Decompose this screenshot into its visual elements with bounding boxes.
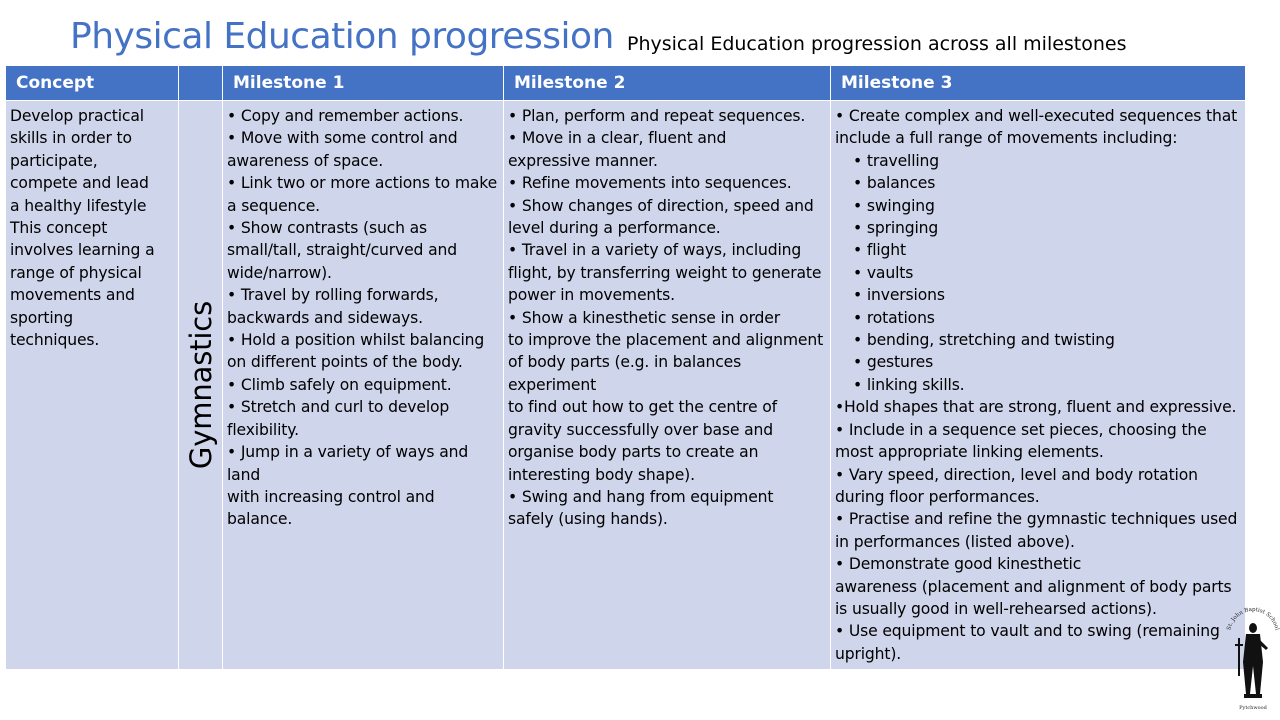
- milestone-3-line: in performances (listed above).: [835, 532, 1075, 551]
- milestone-1-line: flexibility.: [227, 420, 299, 439]
- milestone-3-subitem: • flight: [853, 241, 907, 260]
- header-milestone-3: Milestone 3: [831, 66, 1246, 101]
- header-milestone-2: Milestone 2: [504, 66, 831, 101]
- milestone-1-line: • Link two or more actions to make: [227, 174, 498, 193]
- page-subtitle: Physical Education progression across all milestones: [627, 33, 1127, 55]
- milestone-3-line: upright).: [835, 644, 902, 663]
- milestone-1-line: • Jump in a variety of ways and land: [227, 443, 469, 484]
- milestone-3-line: during floor performances.: [835, 487, 1040, 506]
- header-concept: Concept: [6, 66, 179, 101]
- table-row: [6, 101, 1246, 670]
- concept-line: skills in order to: [10, 129, 132, 148]
- milestone-3-line: include a full range of movements including:: [835, 129, 1178, 148]
- concept-line: techniques.: [10, 331, 100, 350]
- milestone-3-subitem: • bending, stretching and twisting: [853, 331, 1115, 350]
- milestone-2-line: level during a performance.: [508, 219, 721, 238]
- milestone-1-line: with increasing control and: [227, 487, 435, 506]
- milestone-3-line: • Demonstrate good kinesthetic: [835, 555, 1082, 574]
- milestone-2-line: • Move in a clear, fluent and: [508, 129, 727, 148]
- milestone-2-line: expressive manner.: [508, 151, 658, 170]
- milestone-2-line: • Show a kinesthetic sense in order: [508, 308, 781, 327]
- milestone-2-line: organise body parts to create an: [508, 443, 759, 462]
- milestone-2-line: of body parts (e.g. in balances experiment: [508, 353, 742, 394]
- milestone-1-line: • Travel by rolling forwards,: [227, 286, 439, 305]
- milestone-3-subitem: • rotations: [853, 308, 935, 327]
- header-strand: [179, 66, 223, 101]
- milestone-1-line: balance.: [227, 510, 293, 529]
- milestone-2-line: power in movements.: [508, 286, 675, 305]
- milestone-1-line: a sequence.: [227, 196, 320, 215]
- milestone-3-line: • Use equipment to vault and to swing (remaining: [835, 622, 1220, 641]
- milestone-2-line: to improve the placement and alignment: [508, 331, 824, 350]
- milestone-1-line: on different points of the body.: [227, 353, 463, 372]
- concept-cell: [6, 101, 179, 670]
- milestone-3-subitem: • swinging: [853, 196, 935, 215]
- milestone-3-subitem: • springing: [853, 219, 939, 238]
- milestone-2-cell: [504, 101, 831, 670]
- milestone-2-line: to find out how to get the centre of: [508, 398, 777, 417]
- milestone-2-line: interesting body shape).: [508, 465, 695, 484]
- milestone-3-line: awareness (placement and alignment of body parts: [835, 577, 1232, 596]
- milestone-3-line: • Include in a sequence set pieces, choosing the: [835, 420, 1207, 439]
- milestone-1-line: • Climb safely on equipment.: [227, 375, 452, 394]
- milestone-2-line: • Swing and hang from equipment: [508, 487, 774, 506]
- milestone-3-subitem: • travelling: [853, 151, 940, 170]
- milestone-2-line: • Show changes of direction, speed and: [508, 196, 814, 215]
- milestone-1-line: • Move with some control and: [227, 129, 458, 148]
- milestone-3-subitem: • balances: [853, 174, 936, 193]
- progression-table: [5, 65, 1246, 670]
- milestone-1-cell: [223, 101, 504, 670]
- milestone-2-line: • Plan, perform and repeat sequences.: [508, 107, 806, 125]
- milestone-1-line: small/tall, straight/curved and: [227, 241, 457, 260]
- concept-line: sporting: [10, 308, 74, 327]
- milestone-2-line: safely (using hands).: [508, 510, 668, 529]
- milestone-3-subitem: • gestures: [853, 353, 934, 372]
- strand-label: Gymnastics: [183, 301, 218, 470]
- milestone-2-line: gravity successfully over base and: [508, 420, 774, 439]
- milestone-1-line: backwards and sideways.: [227, 308, 423, 327]
- milestone-1-line: wide/narrow).: [227, 263, 332, 282]
- concept-line: compete and lead: [10, 174, 149, 193]
- table-header-row: [6, 66, 1246, 101]
- milestone-3-line: is usually good in well-rehearsed actions).: [835, 599, 1157, 618]
- milestone-1-line: awareness of space.: [227, 151, 384, 170]
- milestone-1-line: • Hold a position whilst balancing: [227, 331, 485, 350]
- milestone-2-line: flight, by transferring weight to generate: [508, 263, 822, 282]
- svg-text:Pytchwood: Pytchwood: [1239, 705, 1267, 711]
- concept-line: involves learning a: [10, 241, 155, 260]
- concept-line: range of physical: [10, 263, 142, 282]
- concept-line: This concept: [10, 219, 108, 238]
- milestone-2-line: • Refine movements into sequences.: [508, 174, 792, 193]
- school-crest-logo: [1226, 604, 1280, 716]
- milestone-3-line: • Create complex and well-executed sequences that: [835, 107, 1238, 125]
- milestone-1-line: • Show contrasts (such as: [227, 219, 428, 238]
- milestone-3-line: • Vary speed, direction, level and body rotation: [835, 465, 1198, 484]
- concept-line: a healthy lifestyle: [10, 196, 147, 215]
- milestone-3-line: most appropriate linking elements.: [835, 443, 1104, 462]
- concept-line: participate,: [10, 151, 98, 170]
- milestone-1-line: • Stretch and curl to develop: [227, 398, 450, 417]
- header-milestone-1: Milestone 1: [223, 66, 504, 101]
- milestone-3-subitem: • linking skills.: [853, 375, 965, 394]
- milestone-3-cell: [831, 101, 1246, 670]
- svg-text:St. John Baptist School: St. John Baptist School: [1226, 606, 1280, 631]
- milestone-3-line: • Practise and refine the gymnastic techniques used: [835, 510, 1238, 529]
- milestone-2-line: • Travel in a variety of ways, including: [508, 241, 802, 260]
- milestone-3-subitem: • inversions: [853, 286, 945, 305]
- milestone-3-line: •Hold shapes that are strong, fluent and expressive.: [835, 398, 1237, 417]
- milestone-3-subitem: • vaults: [853, 263, 914, 282]
- concept-line: Develop practical: [10, 107, 144, 125]
- strand-cell: [179, 101, 223, 670]
- milestone-1-line: • Copy and remember actions.: [227, 107, 464, 125]
- concept-line: movements and: [10, 286, 135, 305]
- page-title: Physical Education progression: [70, 16, 614, 57]
